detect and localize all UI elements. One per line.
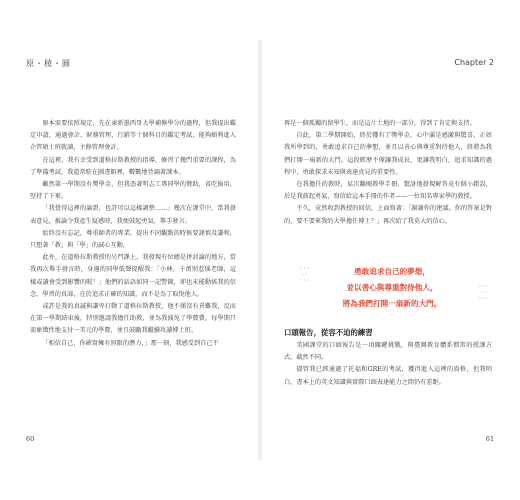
left-running-head: 原・稜・圓 bbox=[26, 59, 71, 68]
left-page-number: 60 bbox=[26, 435, 35, 443]
right-running-head: Chapter 2 bbox=[454, 58, 494, 67]
left-page bbox=[0, 0, 258, 500]
right-body-text-top bbox=[284, 118, 492, 228]
paragraph: 原本需要依照規定，先在東新墨西哥大學補修學分的過程，但我提出鑑定申請，通過會計、財務管理、行銷等十個科目的鑑定考試，能夠順利進入企管碩士班就讀，主修管理會計。 bbox=[30, 120, 236, 152]
pull-quote-line: 將為我們打開一扇新的大門。 bbox=[342, 299, 442, 308]
paragraph: 或許是我的真誠與謙卑打動了道格拉斯教授，他不僅沒有責難我，反而在第一學期結束後，特別邀請我擔任助教，並為我減免了學費費，每學期只需象徵性地支付一美元的學費，並且鼓勵我繼續攻讀博士班。 bbox=[30, 303, 236, 335]
paragraph: 在這裡，我有幸受到道格拉斯教授的指導，修習了幾門重要的課程，為了準備考試，我還常駐在圖書館裡，數數地背誦著課本。 bbox=[30, 156, 236, 176]
paragraph: 始終沒有忘記，尊重師者的專業，提出不同觀點的時候要謹慎及謙和，只想著「教」與「學」的誠心互動。 bbox=[30, 229, 236, 250]
paragraph: 儘管我已經通過了托福和GRE的考試，獲得進入這裡的資格，但我明白，書本上的英文知識與實際口頭表達能力之間仍有差距。 bbox=[284, 366, 492, 386]
paragraph: 自此，第二學期開始，終於獲有了獎學金，心中滿是感激與驚喜，正如我所學到的，勇敢追求自己的夢想，並且以善心與尊重對待他人，終將為我們打開一扇新的大門。這段經歷不僅讓我成長，更讓我明白，追求知識的過程中，勇敢探求未知與表達真見的重要性。 bbox=[284, 132, 492, 176]
right-page bbox=[262, 0, 520, 500]
paragraph: 雖然第一學期沒有獎學金，但我憑著明志工專同學的贊助，省吃儉用，堅持了下來。 bbox=[30, 181, 236, 201]
paragraph: 「我覺得這裡的論證，也許可以這樣調整……」幾次在課堂中，當我發表意見，推論令我產生疑惑時，我便鼓起勇氣，舉手發言。 bbox=[30, 205, 236, 225]
decorative-dots: · · · · · · · · bbox=[478, 284, 488, 302]
paragraph: 「相信自己，你確實擁有無限的潛力，」那一刻，我感受到自己不 bbox=[42, 339, 219, 347]
right-body-text-bottom bbox=[284, 340, 492, 389]
pull-quote-line: 並以善心與尊重對待他人， bbox=[346, 283, 438, 292]
paragraph: 美國課堂的口頭報告是一項關鍵挑戰，與臺灣教育體系慣常的授課方式，截然不同。 bbox=[284, 342, 492, 362]
section-heading: 口頭報告，從容不迫的練習 bbox=[284, 328, 373, 337]
paragraph: 此外，在道格拉斯教授的另門課上，我發現有位總是拼討論的地方，當我再次舉手發言時，身邊的同學低聲提醒我：「小林，千萬別惹惱老師，這樣或讀會受到影響的喔！」他們的話語如同一記警鐘，卻也未能動搖我的信念，學習的真諦，在於追求正確的知識，而不是為了取悅他人。 bbox=[30, 254, 236, 298]
pull-quote bbox=[292, 264, 492, 312]
paragraph: 再是一個孤獨的留學生，而是這片土地的一部分，得到了肯定與支持。 bbox=[284, 120, 476, 127]
pull-quote-line: 勇敢追求自己的夢想， bbox=[354, 267, 430, 276]
right-page-number: 61 bbox=[485, 435, 494, 443]
paragraph: 在我擔任的教時，某次翻閱教學手冊，驚訝地發現解答竟有個小錯誤，於是我鼓起勇氣，寫信給這本手冊的作者——一位知名專家學的教授。 bbox=[284, 181, 492, 201]
decorative-dots: · · · · · · · · bbox=[300, 266, 310, 284]
paragraph: 不久，竟然收到教授的回信，上面寫著：「謝謝你的建議，你的答案是對的，要不要來我的大學擔任博士？」再次給了我莫大的信心。 bbox=[284, 205, 492, 225]
left-body-text bbox=[30, 118, 236, 350]
